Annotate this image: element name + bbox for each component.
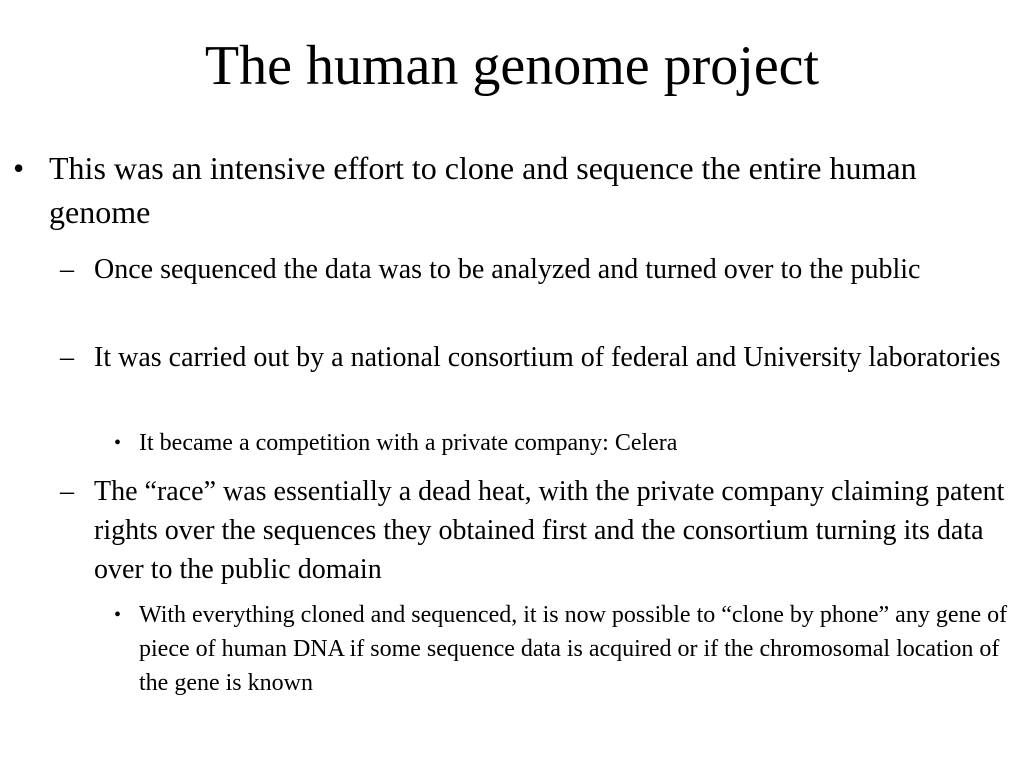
bullet-level3-celera (114, 426, 1014, 460)
slide-title: The human genome project (204, 35, 820, 97)
dash-marker: – (60, 254, 74, 285)
bullet-level2-data-public (60, 250, 1015, 289)
bullet-level3-clone-by-phone (114, 598, 1014, 700)
bullet-text: With everything cloned and sequenced, it is now possible to “clone by phone” any gene of piece of human DNA if some sequence data is acquired or if the chromosomal location of the gene is known (139, 602, 1008, 696)
bullet-text: This was an intensive effort to clone and sequence the entire human genome (49, 150, 917, 230)
bullet-level2-consortium (60, 338, 1015, 377)
bullet-level1-genome-effort (13, 146, 1013, 234)
bullet-marker: • (13, 150, 25, 186)
bullet-level2-race (60, 472, 1015, 589)
bullet-text: It became a competition with a private company: Celera (139, 430, 678, 456)
bullet-marker: • (114, 604, 122, 626)
dash-marker: – (60, 342, 74, 373)
bullet-text: The “race” was essentially a dead heat, with the private company claiming patent rights over the sequences they obtained first and the consortium turning its data over to the public domain (94, 476, 1005, 585)
bullet-text: It was carried out by a national consortium of federal and University laboratories (94, 342, 1001, 373)
bullet-text: Once sequenced the data was to be analyzed and turned over to the public (94, 254, 921, 285)
bullet-marker: • (114, 432, 122, 454)
dash-marker: – (60, 476, 74, 507)
